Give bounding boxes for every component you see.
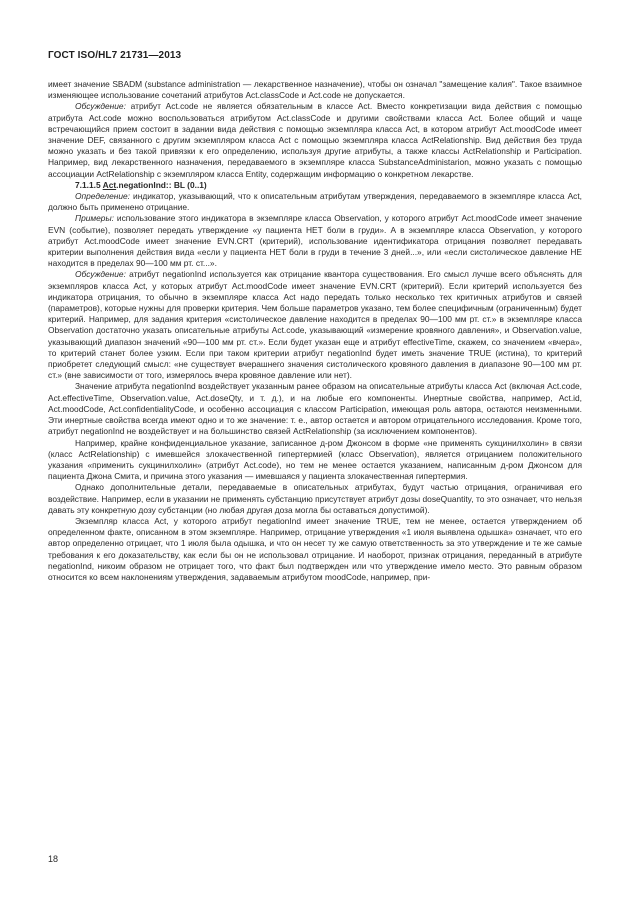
document-body: [48, 79, 582, 583]
paragraph-label: Обсуждение:: [75, 269, 126, 280]
paragraph-examples: Примеры: использование этого индикатора в экземпляре класса Observation, у которого атрибут Act.moodCode имеет значение EVN (событие), позволяет передать утверждение «у пациента НЕТ боли в груди». А в экземпляре класса Observation, у которого атрибут Act.moodCode имеет значение EVN.CRT (критерий), использование идентификатора отрицания позволяет передавать критерии выполнения действия вида «если у пациента НЕТ боли в груди в течение 3 дней...», или «если систолическое давление НЕ находится в пределах 90—100 мм рт. ст...».: [48, 213, 582, 269]
paragraph-label: Примеры:: [75, 213, 114, 224]
paragraph: Экземпляр класса Act, у которого атрибут negationInd имеет значение TRUE, тем не менее, остается утверждением об определенном факте, описанном в этом экземпляре. Например, отрицание утверждения «1 июля выявлена одышка» означает, что его автор определенно отрицает, что 1 июля была одышка, и что он несет ту же самую ответственность за это утверждение и те же самые требования к его доказательству, как если бы он не использовал отрицание. И наоборот, признак отрицания, переданный в атрибуте negationInd, никоим образом не отрицает того, что факт был подтвержден или что утверждение имело место. Это равным образом относится ко всем наклонениям утверждения, задаваемым атрибутом moodCode, например, при-: [48, 515, 582, 582]
paragraph-label: Обсуждение:: [75, 101, 126, 112]
paragraph-label: Определение:: [75, 191, 130, 202]
paragraph: Однако дополнительные детали, передаваемые в описательных атрибутах, будут частью отрицания, ограничивая его воздействие. Например, если в указании не применять субстанцию присутствует атрибут дозы doseQuantity, то это означает, что нельзя давать эту конкретную дозу субстанции (но любая другая доза могла бы оставаться допустимой).: [48, 482, 582, 515]
section-heading: 7.1.1.5 Act.negationInd:: BL (0..1): [75, 179, 207, 190]
paragraph: Значение атрибута negationInd воздействует указанным ранее образом на описательные атрибуты класса Act (включая Act.code, Act.effectiveTime, Observation.value, Act.doseQty, и т. д.), и на любые его компоненты. Инертные свойства, например, Act.id, Act.moodCode, Act.confidentialityCode, и особенно ассоциация с классом Participation, имеющая роль автора, остаются неизменными. Эти инертные свойства всегда имеют одно и то же значение: т. е., автор остается и автором отрицательного исследования. Кроме того, атрибут negationInd не воздействует и на большинство связей ActRelationship (за исключением компонентов).: [48, 381, 582, 437]
paragraph-definition: Определение: индикатор, указывающий, что к описательным атрибутам утверждения, передаваемого в экземпляре класса Act, должно быть применено отрицание.: [48, 191, 582, 213]
heading-term: Act: [102, 179, 117, 190]
page-number: 18: [48, 854, 59, 864]
document-header: ГОСТ ISO/HL7 21731—2013: [48, 50, 182, 61]
paragraph-discussion: Обсуждение: атрибут negationInd используется как отрицание квантора существования. Его смысл лучше всего объяснять для экземпляров класса Act, у которых атрибут Act.moodCode имеет значение EVN.CRT (критерий). Если критерий используется без индикатора отрицания, то обычно в экземпляре класса Act надо передать только несколько тех критичных атрибутов и связей (параметров), которые нужны для проверки критерия. Чем больше параметров указано, тем более специфичным (ограниченным) будет критерий. Например, для задания критерия «систолическое давление находится в пределах 90—100 мм рт. ст.» в экземпляре класса Observation достаточно указать описательные атрибуты Act.code, указывающий «измерение кровяного давления», и Observation.value, указывающий диапазон значений «90—100 мм рт. ст.». Если будет указан еще и атрибут effectiveTime, скажем, со значением «вчера», то критерий станет более узким. Если при таком критерии атрибут negationInd будет иметь значение TRUE (истина), то критерий приобретет следующий смысл: «не существует вчерашнего значения систолического кровяного давления в диапазоне 90—100 мм рт. ст.» (вне зависимости от того, измерялось вчера кровяное давление или нет).: [48, 269, 582, 381]
paragraph-discussion: Обсуждение: атрибут Act.code не является обязательным в классе Act. Вместо конкретизации вида действия с помощью атрибута Act.code можно воспользоваться атрибутом Act.classCode и другими свойствами класса Act. Более общий и чаще встречающийся прием состоит в задании вида действия с помощью экземпляра класса Act, в котором атрибут Act.moodCode имеет значение DEF, связанного с другим экземпляром класса Act с помощью экземпляра класса ActRelationship. Вид действия без труда можно указать и без такой привязки к его определению, используя другие атрибуты, а также классы ActRelationship и Participation. Например, вид лекарственного назначения, передаваемого в экземпляре класса SubstanceAdministarion, можно указать с помощью ассоциации ActRelationship с экземпляром класса Entity, содержащим информацию о конкретном лекарстве.: [48, 101, 582, 179]
paragraph: Например, крайне конфиденциальное указание, записанное д-ром Джонсом в форме «не применять сукцинилхолин» в связи (класс ActRelationship) с имевшейся злокачественной гипертермией (класс Observation), является отрицанием положительного указания «применить сукцинилхолин» (атрибут Act.code), но тем не менее остается указанием, написанным д-ром Джонсом для пациента Джона Смита, и причина этого указания — имевшаяся у пациента злокачественная гипертермия.: [48, 437, 582, 482]
paragraph: имеет значение SBADM (substance administration — лекарственное назначение), чтобы он означал "замещение калия". Такое взаимное изменяющее использование сочетаний атрибутов Act.classCode и Act.code не допускается.: [48, 79, 582, 101]
